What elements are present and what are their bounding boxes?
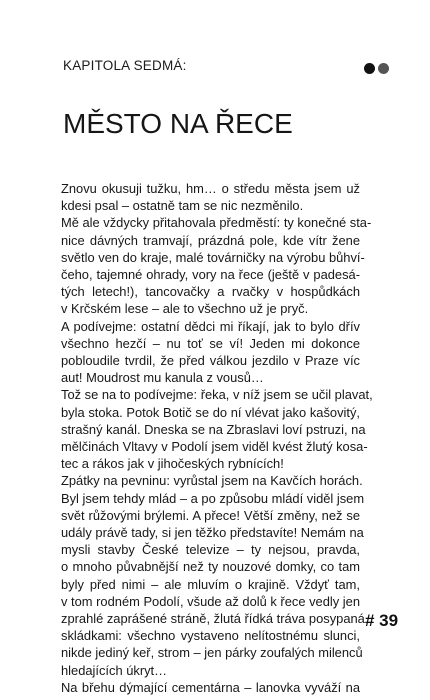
body-line: A podívejme: ostatní dědci mi říkají, jak to bylo dřív [61, 318, 360, 334]
body-line: hledajících úkryt… [61, 662, 168, 678]
body-line: Znovu okusuji tužku, hm… o středu města jsem už [61, 181, 360, 196]
body-line: Na břehu dýmající cementárna – lanovka vyváží na [61, 679, 360, 695]
page-number: # 39 [365, 611, 399, 630]
body-line: nikde jediný keř, strom – jen párky zoufalých milenců [61, 645, 363, 661]
body-line: tec a rákos jak v jihočeských rybnících! [61, 456, 284, 472]
grey-dot-icon [378, 63, 389, 74]
body-line: byly před nimi – ale mluvím o krajině. Vždyť tam, [61, 576, 360, 592]
body-line: nice dávných tramvají, prázdná pole, kde vítr žene [61, 232, 360, 248]
body-line: pobloudile tvrdil, že před válkou jezdilo v Praze víc [61, 353, 360, 369]
chapter-decoration-icon [364, 63, 389, 74]
dark-dot-icon [364, 63, 375, 74]
chapter-title: MĚSTO NA ŘECE [63, 108, 293, 139]
chapter-label: KAPITOLA SEDMÁ: [63, 58, 187, 73]
body-line: světlo ven do kraje, malé továrničky na výrobu bůhví- [61, 249, 365, 265]
body-line: o mnoho půvabnější než ty nouzové domky, co tam [61, 559, 360, 575]
body-line: aut! Moudrost mu kanula z vousů… [61, 370, 264, 386]
body-line: zprahlé zaprášené stráně, žlutá řídká tráva posypaná [61, 611, 365, 627]
chapter-body-text [61, 180, 373, 696]
body-line: čeho, tajemné ohrady, vory na řece (ještě v padesá- [61, 267, 360, 283]
body-line: mysli stavby České televize – ty nejsou, pravda, [61, 542, 360, 558]
body-line: v Krčském lese – ale to všechno už je pryč. [61, 301, 309, 317]
body-line: svět růžovými brýlemi. A přece! Větší změny, než se [61, 507, 360, 523]
body-line: strašný kanál. Dneska se na Zbraslavi loví pstruzi, na [61, 421, 366, 437]
body-line: mělčinách Vltavy v Podolí jsem viděl kvést žlutý kosa- [61, 439, 368, 455]
body-line: byla stoka. Potok Botič se do ní vlévat jako kašovitý, [61, 404, 360, 420]
body-line: kdesi psal – ostatně tam se nic nezměnilo. [61, 198, 304, 214]
body-line: Byl jsem tehdy mlád – a po způsobu mládí viděl jsem [61, 490, 365, 506]
body-line: všechno hezčí – nu toť se ví! Jeden mi dokonce [61, 335, 360, 351]
body-line: Mě ale vždycky přitahovala předměstí: ty konečné sta- [61, 215, 372, 231]
body-line: Zpátky na pevninu: vyrůstal jsem na Kavčích horách. [61, 473, 363, 489]
body-line: tých letech!), tancovačky a rvačky v hospůdkách [61, 284, 360, 300]
body-line: v tom rodném Podolí, všude až dolů k řece vedly jen [61, 593, 360, 609]
body-line: skládkami: všechno vystaveno nelítostnému slunci, [61, 628, 360, 644]
body-line: Tož se na to podívejme: řeka, v níž jsem se učil plavat, [61, 387, 373, 403]
body-line: udály právě tady, si jen těžko představíte! Nemám na [61, 525, 364, 541]
